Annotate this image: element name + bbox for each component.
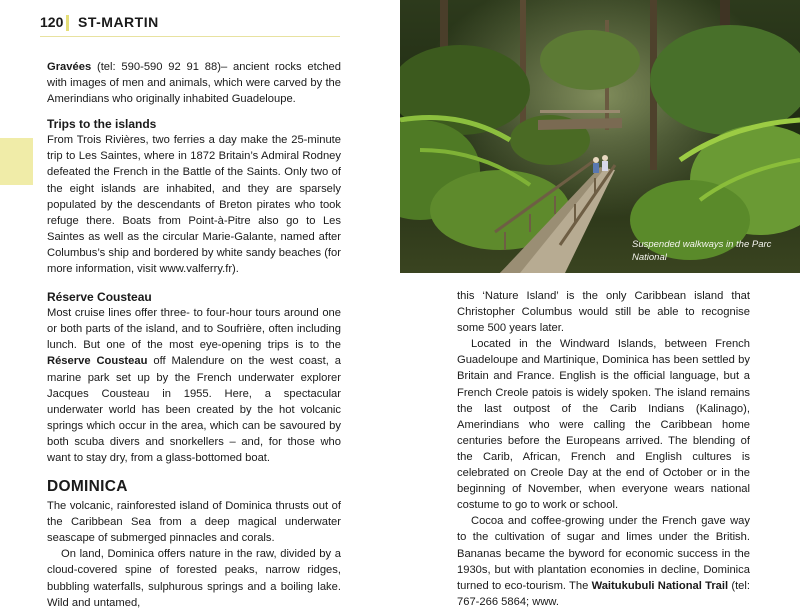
paragraph-dominica-land: On land, Dominica offers nature in the raw, divided by a cloud-covered spine of forested peaks, narrow ridges, bubbling waterfalls, sulphurous springs and a boiling lake. Wild and untamed, [47,548,341,609]
page-number: 120 [40,14,64,30]
paragraph-gravees [47,59,341,107]
heading-dominica: DOMINICA [47,478,128,496]
running-head: ST-MARTIN [78,14,159,30]
right-column [457,288,750,610]
heading-trips: Trips to the islands [47,117,157,132]
left-column [47,59,341,611]
cousteau-text-before: Most cruise lines offer three- to four-hour tours around one or both parts of the island, and to Soufrière, often including lunch. But one of the most eye-opening trips is to the [47,307,341,352]
cousteau-bold: Réserve Cousteau [47,355,148,368]
cocoa-text-after: (tel: 767-266 5864; www. [457,579,750,608]
gravees-lead: Gravées [47,61,92,73]
waitukubuli-bold: Waitukubuli National Trail [591,579,729,592]
header-rule [40,36,340,37]
rainforest-walkway-photo [400,0,800,273]
cocoa-text-before: Cocoa and coffee-growing under the French gave way to the cultivation of sugar and limes under the British. Bananas became the byword for economic success in the 1930s, but with plantation economies in decline, Dominica turned to eco-tourism. The [457,515,750,592]
margin-thumb-tab [0,138,33,185]
page-header [0,14,330,34]
gravees-text: (tel: 590-590 92 91 88)– ancient rocks etched with images of men and animals, which were carved by the Amerindians who originally inhabited Guadeloupe. [47,61,341,106]
heading-reserve-cousteau: Réserve Cousteau [47,290,152,305]
paragraph-cousteau [47,305,341,466]
header-separator [66,15,69,31]
paragraph-dominica-intro: The volcanic, rainforested island of Dominica thrusts out of the Caribbean Sea from a deep magical underwater seascape of submerged pinnacles and corals. [47,500,341,545]
paragraph-nature-island: this ‘Nature Island’ is the only Caribbean island that Christopher Columbus would still be able to recognise some 500 years later. [457,290,750,335]
paragraph-trips: From Trois Rivières, two ferries a day make the 25-minute trip to Les Saintes, where in 1872 Britain’s Admiral Rodney defeated the French in the Battle of the Saints. Only two of the eight islands are inhabited, and they are sparsely populated by the descendants of Breton pirates who took refuge there. Boats from Point-à-Pitre also go to Les Saintes as well as the circular Marie-Galante, named after Columbus’s ship and bordered by white sandy beaches (for more information, visit www.valferry.fr). [47,134,341,276]
paragraph-cocoa-coffee [457,513,750,610]
paragraph-windward-islands: Located in the Windward Islands, between French Guadeloupe and Martinique, Dominica has been settled by Britain and France. English is the official language, but a French Creole patois is widely spoken. The island remains the last outpost of the Carib Indians (Kalinago), Amerindians who were calling the Caribbean home centuries before the Europeans arrived. The blending of the Carib, African, French and English cultures is celebrated on Creole Day at the end of October or in the beginning of November, when everyone wears national costume to go to work or school. [457,338,750,512]
cousteau-text-after: off Malendure on the west coast, a marine park set up by the French underwater explorer Jacques Cousteau in 1955. Here, a spectacular underwater world has been created by the hot volcanic springs which occur in the area, which can be savoured by both scuba divers and snorkellers – and, for those who want to stay dry, from a glass-bottomed boat. [47,355,341,464]
photo-caption: Suspended walkways in the Parc National [632,239,772,263]
